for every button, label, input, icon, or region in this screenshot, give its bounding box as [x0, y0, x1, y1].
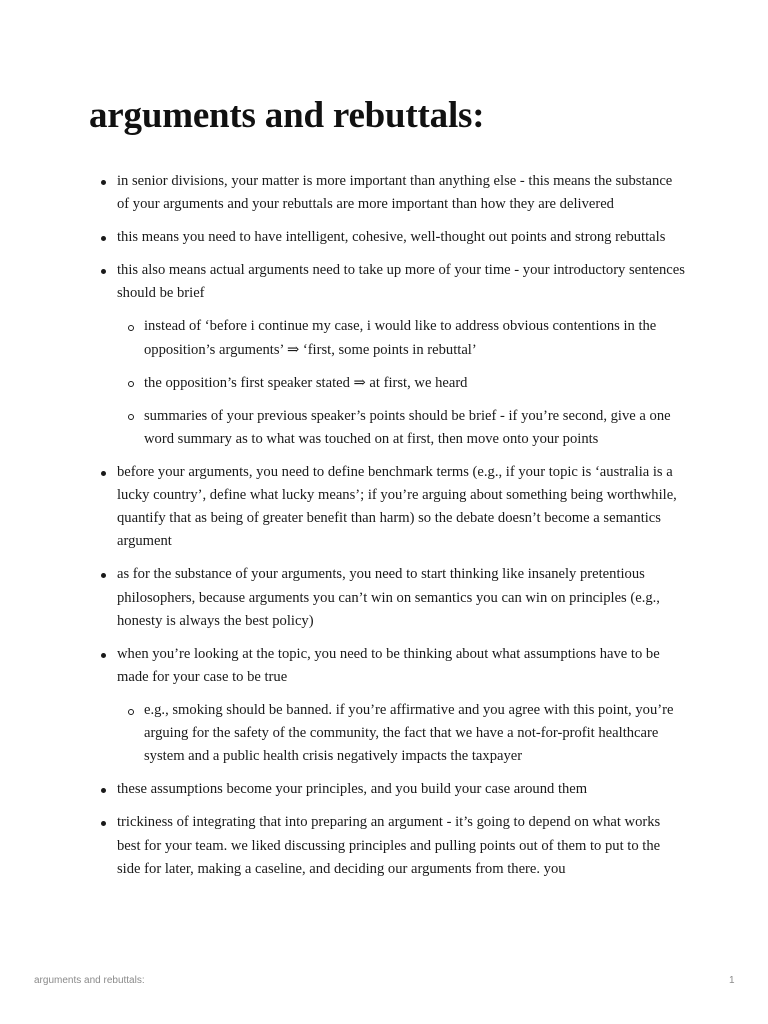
list-item-text: before your arguments, you need to define benchmark terms (e.g., if your topic is ‘australia is a lucky country’, define what lucky means’; if you’re arguing about something being worthwhile, quantify that as being of greater benefit than harm) so the debate doesn’t become a semantics argument — [117, 463, 677, 550]
sub-list-item-text: instead of ‘before i continue my case, i would like to address obvious contentions in the opposition’s arguments’ ⇒ ‘first, some points in rebuttal’ — [144, 318, 657, 358]
sub-list-item-text: the opposition’s first speaker stated ⇒ at first, we heard — [144, 374, 468, 391]
sub-list-item-text: summaries of your previous speaker’s points should be brief - if you’re second, give a one word summary as to what was touched on at first, then move onto your points — [144, 407, 671, 447]
list-item-text: as for the substance of your arguments, you need to start thinking like insanely pretentious philosophers, because arguments you can’t win on semantics you can win on principles (e.g., honesty is always the best policy) — [117, 566, 660, 629]
list-item — [117, 461, 687, 554]
list-item-text: these assumptions become your principles, and you build your case around them — [117, 781, 588, 798]
list-item-text: trickiness of integrating that into preparing an argument - it’s going to depend on what works best for your team. we liked discussing principles and pulling points out of them to put to the side for later, making a caseline, and deciding our arguments from there. you — [117, 814, 661, 877]
list-item-text: this also means actual arguments need to take up more of your time - your introductory sentences should be brief — [117, 262, 685, 302]
list-item — [117, 170, 687, 216]
sub-bullet-list — [144, 315, 687, 451]
list-item-text: in senior divisions, your matter is more important than anything else - this means the substance of your arguments and your rebuttals are more important than how they are delivered — [117, 173, 673, 213]
list-item — [117, 778, 687, 801]
sub-list-item-text: e.g., smoking should be banned. if you’re affirmative and you agree with this point, you’re arguing for the safety of the community, the fact that we have a not-for-profit healthcare system and a public health crisis negatively impacts the taxpayer — [144, 702, 674, 765]
list-item — [117, 226, 687, 249]
bullet-list — [117, 170, 687, 891]
list-item — [117, 563, 687, 633]
page-number: 1 — [729, 975, 735, 986]
list-item-text: this means you need to have intelligent, cohesive, well-thought out points and strong rebuttals — [117, 229, 666, 246]
sub-bullet-list — [144, 699, 687, 769]
list-item-text: when you’re looking at the topic, you need to be thinking about what assumptions have to be made for your case to be true — [117, 645, 660, 686]
list-item — [117, 259, 687, 451]
sub-list-item — [144, 315, 687, 361]
sub-list-item — [144, 372, 687, 395]
list-item — [117, 811, 687, 881]
page-title: arguments and rebuttals: — [89, 95, 485, 136]
sub-list-item — [144, 405, 687, 451]
list-item — [117, 643, 687, 769]
sub-list-item — [144, 699, 687, 769]
footer-document-title: arguments and rebuttals: — [34, 975, 145, 986]
